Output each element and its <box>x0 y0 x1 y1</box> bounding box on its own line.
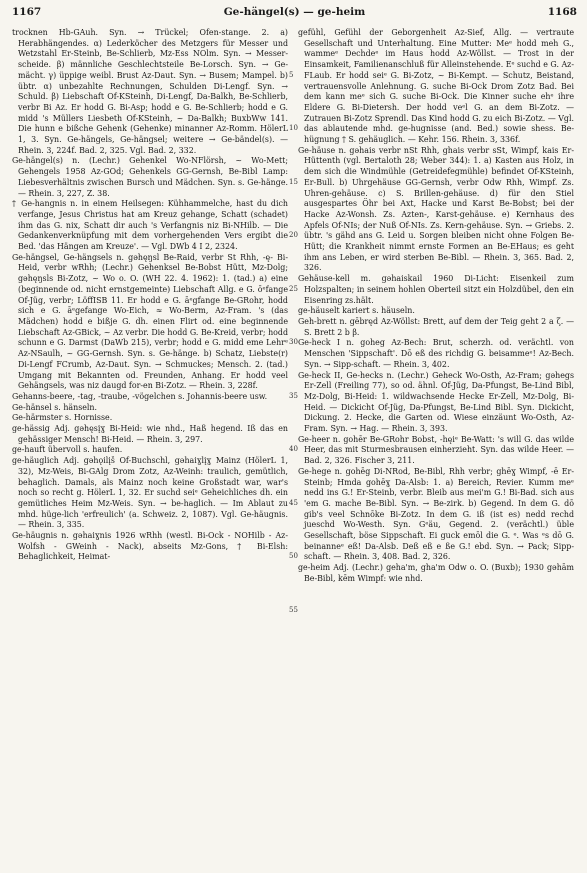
dictionary-entry: ge-häuglich Adj. gəhǫilįš Of-Buchschl, gəhaiɣlįɣ Mainz (HölerL 1, 32), Mz-Weis, Bi-GAlg Drom Zotz, Az-Weinh: traulich, gemütlich, behaglich. Damals, als Mainz noch keine Großstadt war, war's noch so recht g. HölerL 1, 32. Er suchd seiᵉ Geheichliches dh. ein gemütliches Heim Mz-Weis. Syn. → be-haglich. — Im Ablaut zu mhd. hüge-lich 'erfreulich' (a. Schweiz. 2, 1087). Vgl. Ge-häugnis. — Rhein. 3, 335. <box>12 456 288 530</box>
dictionary-entry: Ge-häugnis n. gəhaiɣnis 1926 wRhh (westl. Bi-Ock - NOHilb - Az-Wolfsh - GWeinh - Nack), abseits Mz-Gons, † Bi-Elsh: Behaglichkeit, Heimat- <box>12 531 288 562</box>
dictionary-entry: † Ge-hangnis n. in einem Heilsegen: Kühhammelche, hast du dich verfange, Jesus Christus hat am Kreuz gehange, Schatt (schadet) ihm das G. nix, Schatt dir auch 's Verfangnis niz Bi-NHilb. — Die Gedankenverknüpfung mit dem vorhergehenden Vers ergibt die Bed. 'das Hängen am Kreuze'. — Vgl. DWb 4 I 2, 2324. <box>12 199 288 252</box>
dictionary-entry: gefühl, Gefühl der Geborgenheit Az-Sief, Allg. — vertraute Gesellschaft und Unterhaltung. Eine Mutter: Meᵉ hodd meh G., wammeᵉ Dechdeᵉ im Haus hodd Az-Wöllst. — Trost in der Einsamkeit, Familienanschluß für Alleinstehende. Eᵉ suchd e G. Az-FLaub. Er hodd seiᵉ G. Bi-Zotz, ~ Bi-Kempt. — Schutz, Beistand, vertrauensvolle Anlehnung. G. suche Bi-Ock Drom Zotz Bad. Bei dem kann meᵉ sich G. suche Bi-Ock. Die Kinner suche ehᵉ ihre Eldere G. Bi-Dietersh. Der hodd veᵉl G. an dem Bi-Zotz. — Zutrauen Bi-Zotz Sprendl. Das Kind hodd G. zu eich Bi-Zotz. — Vgl. das ablautende mhd. ge-hugnisse (and. Bed.) sowie shess. Be-hügnung † S. gehäuglich. — Kehr. 156. Rhein. 3, 336f. <box>298 28 574 145</box>
dictionary-entry: Gehanns-beere, -tag, -traube, -vögelchen s. Johannis-beere usw. <box>12 391 268 401</box>
line-number: 25 <box>289 284 298 293</box>
dictionary-entry: ge-hauft übervoll s. haufen. <box>12 445 123 455</box>
dictionary-entry: ge-heim Adj. (Lechr.) geha'm, gha'm Odw o. O. (Buxb); 1930 gəhām Be-Bibl, kēm Wimpf: wie nhd. <box>298 563 574 583</box>
line-number: 45 <box>289 498 298 507</box>
dictionary-entry: Ge-hängsel, Ge-hängsels n. gəhęŋsl Be-Raid, verbr St Rhh, -ę- Bi-Heid, verbr wRhh; (Lechr.) Gehenksel Be-Bobst Hütt, Mz-Dolg; gəhęŋsls Bi-Zotz, ~ Wo o. O. (WH 22. 4. 1962): 1. (tad.) a) eine (beginnende od. nicht ernstgemeinte) Liebschaft Allg. e G. ōᵉfange Of-Jüg, verbr; LöffISB 11. Er hodd e G. āᵉgfange Be-GRohr, hodd sich e G. āᵉgefange Wo-Eich, ≈ Wo-Berm, Az-Fram. 's (das Mädchen) hodd e bißje G. dh. einen Flirt od. eine beginnende Liebschaft Az-GBick, ~ Az verbr. Die hodd G. Be-Kreid, verbr; hodd schunn e G. Darmst (DaWb 215), verbr; hodd e G. midd eme Lehrᵉ Az-NSaulh, ~ GG-Gernsh. Syn. s. Ge-hänge. b) Schatz, Liebste(r) Di-Lengf FCrumb, Az-Daut. Syn. → Schmuckes; Mensch. 2. (tad.) Umgang mit Bekannten od. Freunden, Anhang. Er hodd veel Gehängsels, was niz daugd for-en Bi-Zotz. — Rhein. 3, 228f. <box>12 252 288 391</box>
dictionary-entry: Ge-häuse n. gəhais verbr nSt Rhh, ghais verbr sSt, Wimpf, kais Er-Hüttenth (vgl. Bertaloth 28; Weber 344): 1. a) Kasten aus Holz, in dem sich die Windmühle (Getreidefegmühle) befindet Of-KSteinh, Er-Bull. b) Uhrgehäuse GG-Gernsh, verbr Odw Rhh, Wimpf. Zs. Uhren-gehäuse. c) S. Brillen-gehäuse. d) für den Stiel ausgespartes Öhr bei Axt, Hacke und Karst Be-Bobst; bei der Hacke Az-Wonsh. Zs. Azten-, Karst-gehäuse. e) Kernhaus des Apfels Of-NIs; der Nuß Of-NIs. Zs. Kern-gehäuse. Syn. → Griebs. 2. übtr. 's gähd ans G. Leid u. Sorgen bleiben nicht ohne Folgen Be-Hütt; die Krankheit nimmt ernste Formen an Be-EHaus; es geht ihm ans Leben, er wird sterben Be-Bibl. — Rhein. 3, 365. Bad. 2, 326. <box>298 145 574 273</box>
dictionary-entry: Gehäuse-kell m. gəhaiskail 1960 Di-Licht: Eisenkeil zum Holzspalten; in seinem hohlen Oberteil sitzt ein Holzdübel, den ein Eisenring zs.hält. <box>298 274 574 305</box>
line-number: 20 <box>289 231 298 240</box>
page-header <box>12 6 577 28</box>
line-number: 35 <box>289 391 298 400</box>
dictionary-entry: ge-hässig Adj. gəhęsįɣ Bi-Heid: wie nhd., Haß hegend. Iß das en gehässiger Mensch! Bi-Heid. — Rhein. 3, 297. <box>12 424 288 444</box>
line-number: 15 <box>289 177 298 186</box>
dictionary-entry: ge-häuselt kariert s. häuseln. <box>298 306 415 316</box>
line-number: 50 <box>289 552 298 561</box>
line-number: 10 <box>289 124 298 133</box>
dictionary-entry: Ge-heer n. gohēr Be-GRohr Bobst, -hęiᵉ Be-Watt: 's will G. das wilde Heer, das mit Sturmesbrausen einherzieht. Syn. das wilde Heer. — Bad. 2, 326. Fischer 3, 211. <box>298 434 574 466</box>
dictionary-entry: Ge-hängel(s) n. (Lechr.) Gehenkel Wo-NFlörsh, ~ Wo-Mett; Gehengels 1958 Az-GOd; Gehenkels GG-Gernsh, Be-Bibl Lamp: Liebesverhältnis zwischen Bursch und Mädchen. Syn. s. Ge-hänge. — Rhein. 3, 227, Z. 38. <box>12 156 288 198</box>
line-number: 55 <box>289 605 298 614</box>
right-column <box>298 28 574 870</box>
page-number-left: 1167 <box>12 6 42 18</box>
running-head: Ge-hängel(s) — ge-heim <box>223 6 366 18</box>
dictionary-entry: Ge-hänsel s. hänseln. <box>12 402 98 412</box>
dictionary-entry: Ge-heck I n. goheg Az-Bech: Brut, scherzh. od. verächtl. von Menschen 'Sippschaft'. Dō eß des richdig G. beisammeᵉ! Az-Bech. Syn. → Sipp-schaft. — Rhein. 3, 402. <box>298 338 574 369</box>
dictionary-entry: Ge-heck II, Ge-hecks n. (Lechr.) Geheck Wo-Osth, Az-Fram; gəhegs Er-Zell (Freiling 77), so od. ähnl. Of-Jüg, Da-Pfungst, Be-Lind Bibl, Mz-Dolg, Bi-Heid: 1. wildwachsende Hecke Er-Zell, Mz-Dolg, Bi-Heid. — Dickicht Of-Jüg, Da-Pfungst, Be-Lind Bibl. Syn. Dickicht, Dickung. 2. Hecke, die Garten od. Wiese einzäunt Wo-Osth, Az-Fram. Syn. → Hag. — Rhein. 3, 393. <box>298 370 574 434</box>
dictionary-entry: trocknen Hb-GAuh. Syn. → Trückel; Ofen-stange. 2. a) Herabhängendes. α) Lederköcher des Metzgers für Messer und Wetzstahl Er-Steinb, Be-Schlierb, Mz-Ess NOlm. Syn. → Messer-scheide. β) männliche Geschlechtsteile Be-Lorsch. Syn. → Ge-mächt. γ) üppige weibl. Brust Az-Daut. Syn. → Busem; Mampel. b) übtr. α) unbezahlte Rechnungen, Schulden Di-Lengf. Syn. → Schuld. β) Liebschaft Of-KSteinh, Di-Lengf, Da-Balkh, Be-Schlierb, verbr Bi Az. Er hodd G. Bi-Asp; hodd e G. Be-Schlierb; hodd e G. midd 's Müllers Liesbeth Of-KSteinh, ~ Da-Balkh; BuxbWw 141. Die hunn e bißche Gehenk (Gehenke) minanner Az-Romm. HölerL 1, 3. Syn. Ge-hängels, Ge-hängsel; weitere → Ge-bändel(s). — Rhein. 3, 224f. Bad. 2, 325. Vgl. Bad. 2, 332. <box>12 28 288 155</box>
left-column <box>12 28 288 870</box>
dictionary-entry: Ge-härmster s. Hornisse. <box>12 413 113 423</box>
line-number: 40 <box>289 445 298 454</box>
line-number: 30 <box>289 338 298 347</box>
page-number-right: 1168 <box>547 6 577 18</box>
dictionary-entry: Ge-hege n. gohēg Di-NRod, Be-Bibl, Rhh verbr; ghēɣ Wimpf, -ē Er-Steinb; Hmda gohēɣ Da-Alsb: 1. a) Bereich, Revier. Kumm meᵉ nedd ins G.! Er-Steinb, verbr. Bleib aus mei'm G.! Bi-Bad. sich aus 'em G. mache Be-Bibl. Syn. → Be-zirk. b) Gegend. In dem G. dō gib's veel Schnōke Bi-Zotz. In dem G. iß (ist es) nedd rechd jueschd Wo-Westh. Syn. Gᵉäu, Gegend. 2. (verächtl.) üble Gesellschaft, böse Sippschaft. Ei guck emōl die G. ᵉ. Was ᵉs dō G. beinanneᵉ eß! Da-Alsb. Deß eß e ße G.! ebd. Syn. → Pack; Sipp-schaft. — Rhein. 3, 408. Bad. 2, 326. <box>298 466 574 562</box>
dictionary-entry: Geh-brett n. gēbręd Az-Wöllst: Brett, auf dem der Teig geht 2 a ζ. — S. Brett 2 b β. <box>298 316 574 337</box>
line-number: 5 <box>289 70 294 79</box>
